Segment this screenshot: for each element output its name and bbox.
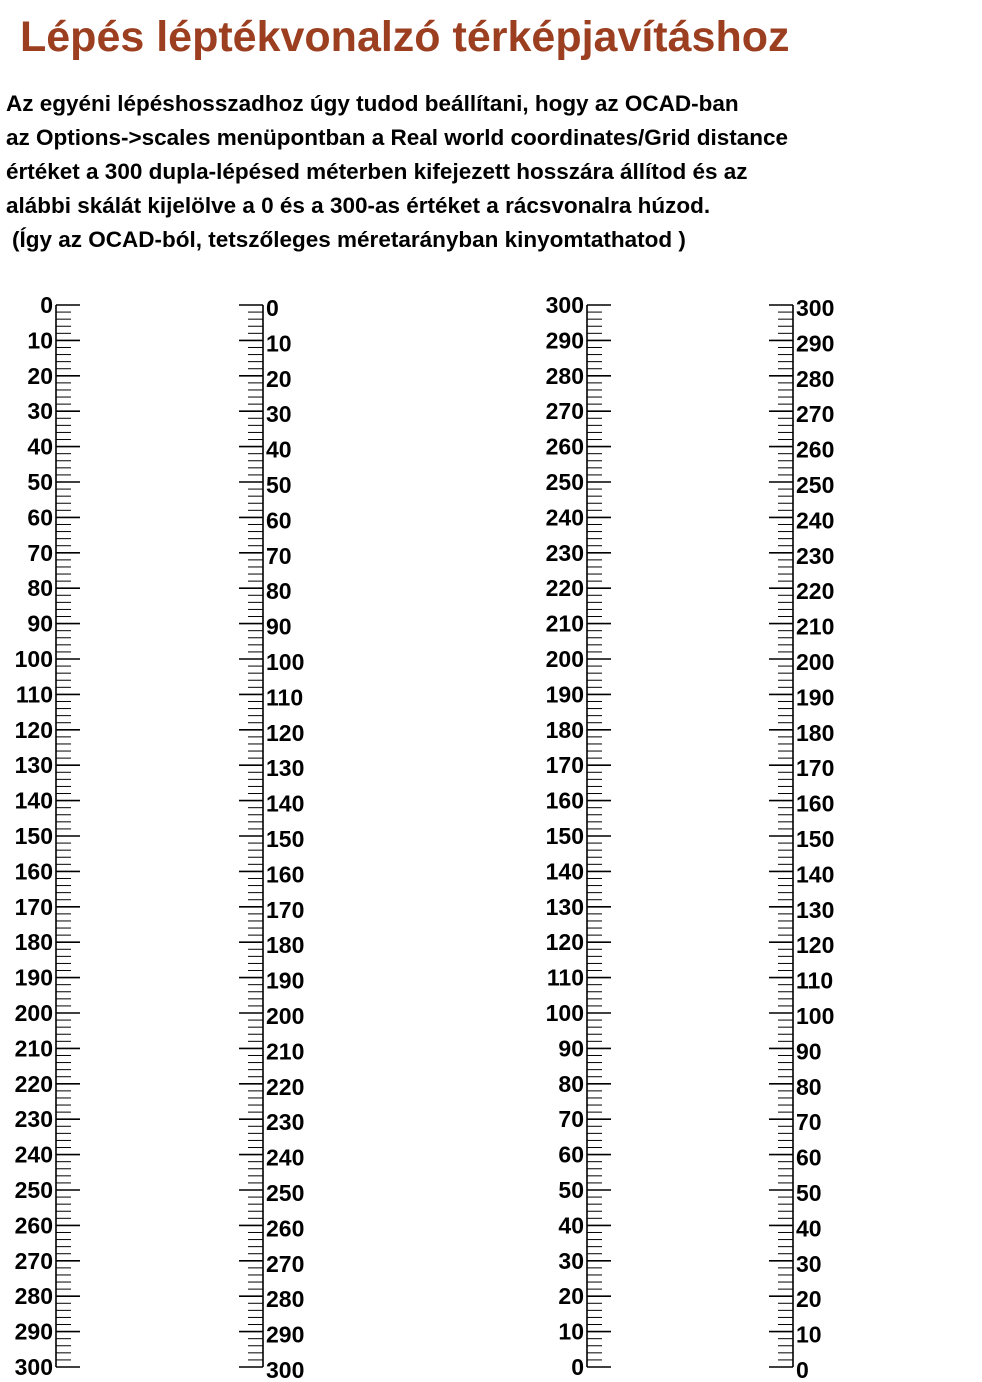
tick-label: 10 [27,327,53,354]
tick-label: 250 [545,469,584,495]
tick-label: 150 [796,826,835,852]
tick-label: 10 [558,1318,584,1345]
tick-label: 230 [545,539,584,566]
tick-label: 20 [796,1286,822,1313]
tick-label: 210 [14,1035,53,1062]
tick-label: 160 [796,790,835,817]
tick-label: 190 [545,681,584,708]
tick-label: 230 [796,542,835,569]
tick-label: 200 [796,649,835,675]
tick-label: 220 [796,578,835,605]
tick-label: 70 [796,1109,822,1136]
tick-label: 170 [14,893,53,920]
tick-label: 0 [40,292,53,318]
tick-label: 220 [266,1073,305,1100]
tick-label: 200 [545,646,584,672]
tick-label: 150 [545,823,584,849]
tick-label: 20 [558,1283,584,1310]
ruler-1 [15,292,80,1380]
tick-label: 290 [14,1318,53,1345]
tick-label: 140 [545,858,584,885]
ruler-2 [239,295,304,1382]
tick-label: 90 [558,1035,584,1062]
tick-label: 270 [545,398,584,425]
tick-label: 40 [558,1212,584,1239]
tick-label: 60 [796,1144,822,1171]
tick-label: 70 [266,542,292,569]
tick-label: 110 [266,684,304,711]
tick-label: 40 [796,1215,822,1242]
tick-label: 210 [545,610,584,637]
tick-label: 80 [266,578,292,605]
tick-label: 60 [266,507,292,534]
page-title: Lépés léptékvonalzó térképjavításhoz [20,13,790,61]
tick-label: 300 [545,292,584,318]
tick-label: 180 [266,932,305,959]
tick-label: 210 [796,613,835,640]
tick-label: 260 [796,436,835,463]
tick-label: 180 [14,929,53,956]
tick-label: 100 [266,649,305,675]
tick-label: 200 [14,1000,53,1026]
tick-label: 20 [266,365,292,392]
tick-label: 120 [266,719,305,746]
tick-label: 270 [796,401,835,428]
tick-label: 150 [266,826,305,852]
tick-label: 130 [266,755,305,782]
tick-label: 290 [796,330,835,357]
tick-label: 300 [14,1354,53,1380]
tick-label: 80 [27,575,53,602]
intro-line-2: az Options->scales menüpontban a Real world coordinates/Grid distance [6,125,789,150]
tick-label: 210 [266,1038,305,1065]
tick-label: 80 [796,1073,822,1100]
tick-label: 260 [545,433,584,460]
intro-line-4: alábbi skálát kijelölve a 0 és a 300-as értéket a rácsvonalra húzod. [6,193,711,218]
tick-label: 300 [266,1357,305,1382]
tick-label: 50 [558,1177,584,1203]
tick-label: 240 [545,504,584,531]
tick-label: 220 [14,1070,53,1097]
tick-label: 280 [796,365,835,392]
tick-label: 90 [27,610,53,637]
tick-label: 50 [796,1180,822,1206]
tick-label: 230 [14,1106,53,1133]
tick-label: 280 [266,1286,305,1313]
tick-label: 180 [545,716,584,743]
tick-label: 170 [796,755,835,782]
tick-label: 290 [266,1321,305,1348]
tick-label: 190 [796,684,835,711]
tick-label: 70 [27,539,53,566]
tick-label: 60 [558,1141,584,1168]
tick-label: 250 [796,472,835,498]
tick-label: 280 [14,1283,53,1310]
tick-label: 0 [266,295,279,321]
tick-label: 290 [545,327,584,354]
tick-label: 50 [266,472,292,498]
tick-label: 260 [266,1215,305,1242]
tick-label: 100 [545,1000,584,1026]
intro-line-1: Az egyéni lépéshosszadhoz úgy tudod beállítani, hogy az OCAD-ban [6,91,739,116]
tick-label: 280 [545,362,584,389]
tick-label: 170 [266,896,305,923]
tick-label: 90 [796,1038,822,1065]
tick-label: 160 [266,861,305,888]
tick-label: 0 [796,1357,809,1382]
tick-label: 140 [266,790,305,817]
tick-label: 10 [796,1321,822,1348]
tick-label: 130 [796,896,835,923]
tick-label: 30 [558,1247,584,1274]
tick-label: 30 [796,1250,822,1277]
tick-label: 170 [545,752,584,779]
tick-label: 30 [266,401,292,428]
tick-label: 40 [27,433,53,460]
tick-label: 100 [796,1003,835,1029]
tick-label: 10 [266,330,292,357]
tick-label: 60 [27,504,53,531]
tick-label: 160 [545,787,584,814]
ruler-4 [769,295,834,1382]
tick-label: 70 [558,1106,584,1133]
ruler-3 [546,292,611,1380]
tick-label: 300 [796,295,835,321]
tick-label: 240 [796,507,835,534]
tick-label: 190 [266,967,305,994]
tick-label: 90 [266,613,292,640]
tick-label: 140 [796,861,835,888]
tick-label: 240 [14,1141,53,1168]
tick-label: 120 [545,929,584,956]
intro-line-5: (Így az OCAD-ból, tetszőleges méretarányban kinyomtathatod ) [12,227,686,252]
tick-label: 220 [545,575,584,602]
tick-label: 190 [14,964,53,991]
tick-label: 160 [14,858,53,885]
tick-label: 20 [27,362,53,389]
tick-label: 270 [14,1247,53,1274]
tick-label: 30 [27,398,53,425]
tick-label: 100 [14,646,53,672]
tick-label: 140 [14,787,53,814]
tick-label: 180 [796,719,835,746]
tick-label: 200 [266,1003,305,1029]
tick-label: 110 [15,681,53,708]
tick-label: 0 [571,1354,584,1380]
tick-label: 150 [14,823,53,849]
tick-label: 110 [546,964,584,991]
tick-label: 120 [14,716,53,743]
tick-label: 260 [14,1212,53,1239]
tick-label: 130 [14,752,53,779]
tick-label: 250 [266,1180,305,1206]
tick-label: 40 [266,436,292,463]
intro-line-3: értéket a 300 dupla-lépésed méterben kifejezett hosszára állítod és az [6,159,748,184]
tick-label: 80 [558,1070,584,1097]
tick-label: 130 [545,893,584,920]
tick-label: 120 [796,932,835,959]
tick-label: 240 [266,1144,305,1171]
tick-label: 110 [796,967,834,994]
tick-label: 50 [27,469,53,495]
tick-label: 270 [266,1250,305,1277]
tick-label: 250 [14,1177,53,1203]
tick-label: 230 [266,1109,305,1136]
